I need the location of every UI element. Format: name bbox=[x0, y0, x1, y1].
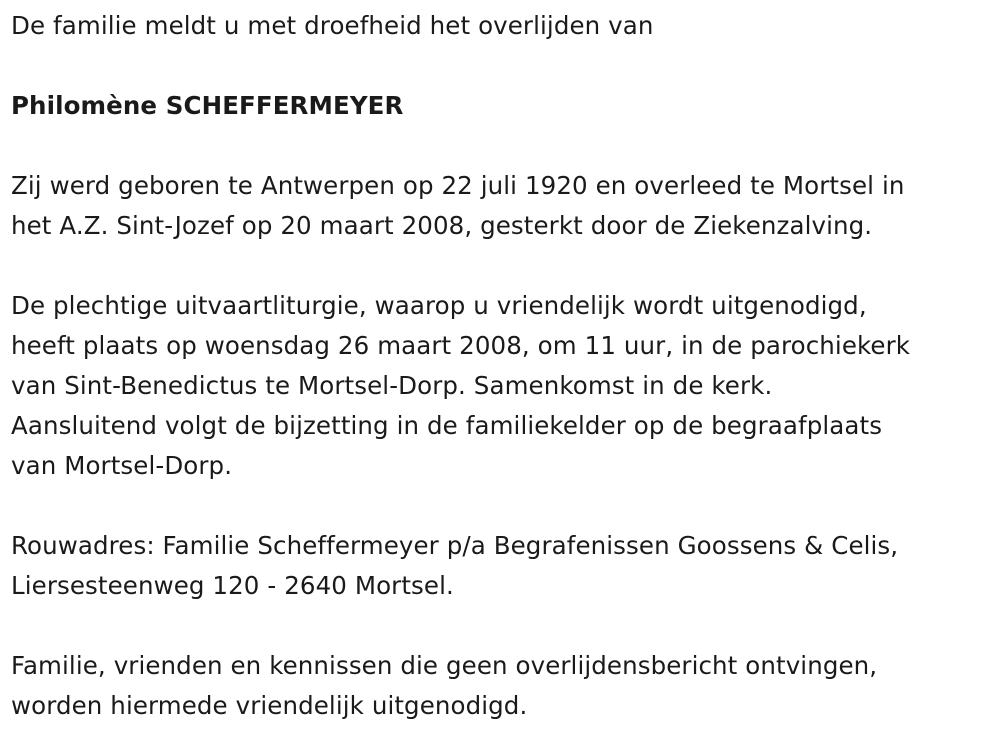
closing-line: Familie, vrienden en kennissen die geen overlijdensbericht ontvingen, bbox=[11, 651, 878, 680]
birth-death-line: het A.Z. Sint-Jozef op 20 maart 2008, gesterkt door de Ziekenzalving. bbox=[11, 211, 873, 240]
funeral-line: van Mortsel-Dorp. bbox=[11, 451, 233, 480]
birth-death-paragraph bbox=[11, 166, 991, 246]
funeral-line: heeft plaats op woensdag 26 maart 2008, om 11 uur, in de parochiekerk bbox=[11, 331, 911, 360]
address-paragraph bbox=[11, 526, 991, 606]
address-line: Rouwadres: Familie Scheffermeyer p/a Begrafenissen Goossens & Celis, bbox=[11, 531, 899, 560]
intro-line bbox=[11, 6, 991, 46]
funeral-line: Aansluitend volgt de bijzetting in de familiekelder op de begraafplaats bbox=[11, 411, 883, 440]
intro-text: De familie meldt u met droefheid het overlijden van bbox=[11, 11, 654, 40]
birth-death-line: Zij werd geboren te Antwerpen op 22 juli 1920 en overleed te Mortsel in bbox=[11, 171, 905, 200]
funeral-line: De plechtige uitvaartliturgie, waarop u vriendelijk wordt uitgenodigd, bbox=[11, 291, 867, 320]
closing-line: worden hiermede vriendelijk uitgenodigd. bbox=[11, 691, 528, 720]
deceased-name-line bbox=[11, 86, 991, 126]
closing-paragraph bbox=[11, 646, 991, 726]
deceased-name: Philomène SCHEFFERMEYER bbox=[11, 91, 404, 120]
funeral-line: van Sint-Benedictus te Mortsel-Dorp. Samenkomst in de kerk. bbox=[11, 371, 773, 400]
address-line: Liersesteenweg 120 - 2640 Mortsel. bbox=[11, 571, 454, 600]
funeral-paragraph bbox=[11, 286, 991, 486]
obituary-notice bbox=[11, 6, 991, 726]
